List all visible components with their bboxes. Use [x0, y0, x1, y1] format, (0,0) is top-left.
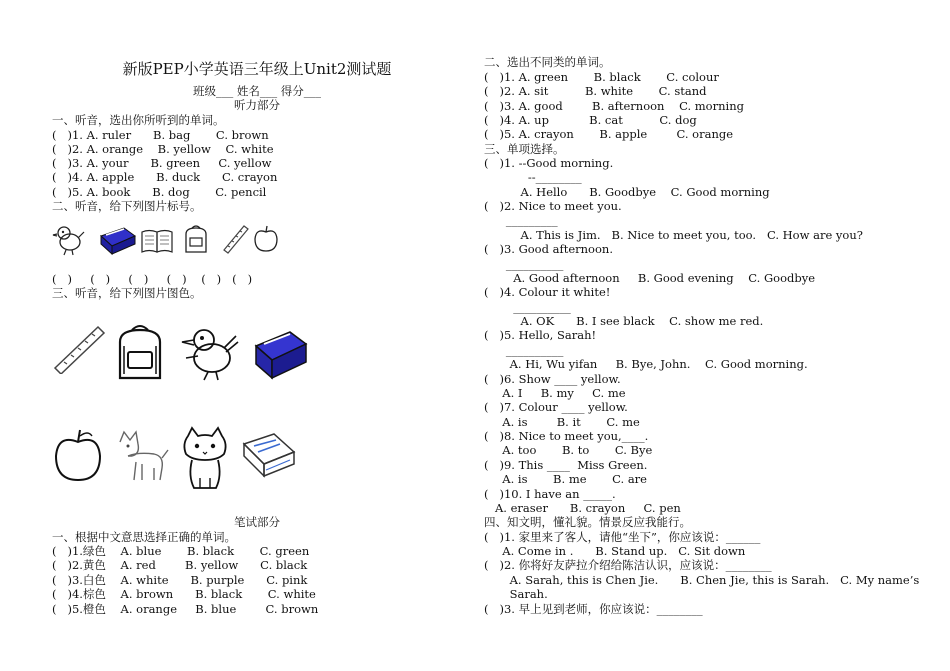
sec2-item-1: ( )1. A. green B. black C. colour	[484, 70, 719, 84]
sec2-item-4: ( )4. A. up B. cat C. dog	[484, 113, 697, 127]
pencil-box-icon	[252, 326, 310, 382]
bird-icon	[52, 222, 86, 256]
sec3-line: A. eraser B. crayon C. pen	[484, 501, 681, 515]
sec3-line: ( )3. Good afternoon.	[484, 242, 613, 256]
writing-sec1-item-4: ( )4.棕色 A. brown B. black C. white	[52, 587, 316, 601]
sec3-line: ( )10. I have an _____.	[484, 487, 616, 501]
listening-sec1-item-5: ( )5. A. book B. dog C. pencil	[52, 185, 267, 199]
sec3-line: ( )9. This ____ Miss Green.	[484, 458, 648, 472]
writing-sec1-item-2: ( )2.黄色 A. red B. yellow C. black	[52, 558, 308, 572]
sec4-line: ( )3. 早上见到老师，你应该说：________	[484, 602, 703, 616]
sec4-line: A. Come in . B. Stand up. C. Sit down	[484, 544, 746, 558]
sec3-line: A. I B. my C. me	[484, 386, 626, 400]
sec3-title: 三、单项选择。	[484, 142, 565, 156]
sec3-line: A. too B. to C. Bye	[484, 443, 653, 457]
sec3-line: A. OK B. I see black C. show me red.	[484, 314, 764, 328]
writing-sec1-title: 一、根据中文意思选择正确的单词。	[52, 530, 236, 544]
sec2-item-2: ( )2. A. sit B. white C. stand	[484, 84, 707, 98]
book-icon	[140, 226, 174, 254]
sec3-line: __________	[484, 257, 564, 271]
sec2-item-3: ( )3. A. good B. afternoon C. morning	[484, 99, 744, 113]
sec3-line: ( )7. Colour ____ yellow.	[484, 400, 628, 414]
sec3-line: A. This is Jim. B. Nice to meet you, too. C. How are you?	[484, 228, 863, 242]
sec3-line: ( )2. Nice to meet you.	[484, 199, 622, 213]
sec2-title: 二、选出不同类的单词。	[484, 55, 611, 69]
sec3-line: A. is B. it C. me	[484, 415, 640, 429]
bird-icon	[176, 322, 242, 382]
sec3-line: A. Good afternoon B. Good evening C. Goodbye	[484, 271, 816, 285]
bag-icon	[180, 224, 212, 256]
listening-sec1-item-3: ( )3. A. your B. green C. yellow	[52, 156, 272, 170]
sec3-line: --________	[484, 170, 582, 184]
pencil-box-icon	[98, 224, 138, 256]
listening-sec2-brackets: ( ) ( ) ( ) ( ) ( ) ( )	[52, 272, 253, 286]
listening-sec2-title: 二、听音，给下列图片标号。	[52, 199, 202, 213]
ruler-icon	[220, 222, 250, 254]
sec3-line: ( )1. --Good morning.	[484, 156, 614, 170]
sec3-line: A. is B. me C. are	[484, 472, 647, 486]
sec3-line: A. Hi, Wu yifan B. Bye, John. C. Good morning.	[484, 357, 808, 371]
sec4-title: 四、知文明，懂礼貌。情景反应我能行。	[484, 515, 691, 529]
page-title: 新版PEP小学英语三年级上Unit2测试题	[122, 60, 392, 78]
sec4-line: ( )1. 家里来了客人，请他“坐下”，你应该说：______	[484, 530, 761, 544]
sec4-line: A. Sarah, this is Chen Jie. B. Chen Jie, this is Sarah. C. My name’s	[484, 573, 920, 587]
student-info-line: 班级___ 姓名___ 得分___	[192, 84, 322, 98]
sec3-line: _________	[484, 213, 558, 227]
sec3-line: ( )6. Show ____ yellow.	[484, 372, 621, 386]
sec3-line: ( )5. Hello, Sarah!	[484, 328, 597, 342]
writing-sec1-item-3: ( )3.白色 A. white B. purple C. pink	[52, 573, 308, 587]
listening-sec3-title: 三、听音，给下列图片图色。	[52, 286, 202, 300]
listening-part-heading: 听力部分	[234, 98, 280, 112]
apple-icon	[52, 428, 104, 484]
sec2-item-5: ( )5. A. crayon B. apple C. orange	[484, 127, 734, 141]
bag-icon	[112, 324, 168, 382]
listening-sec1-item-2: ( )2. A. orange B. yellow C. white	[52, 142, 274, 156]
sec3-line: A. Hello B. Goodbye C. Good morning	[484, 185, 770, 199]
listening-sec1-item-4: ( )4. A. apple B. duck C. crayon	[52, 170, 278, 184]
dog-icon	[110, 428, 170, 484]
apple-icon	[252, 224, 280, 254]
sec3-line: ( )4. Colour it white!	[484, 285, 611, 299]
pencil-box-icon	[240, 430, 298, 484]
ruler-icon	[52, 324, 106, 374]
sec3-line: __________	[484, 300, 571, 314]
writing-sec1-item-5: ( )5.橙色 A. orange B. blue C. brown	[52, 602, 319, 616]
listening-sec1-title: 一、听音，选出你所听到的单词。	[52, 113, 225, 127]
listening-sec1-item-1: ( )1. A. ruler B. bag C. brown	[52, 128, 269, 142]
cat-icon	[178, 426, 232, 492]
sec3-line: __________	[484, 343, 564, 357]
sec4-line: ( )2. 你将好友萨拉介绍给陈洁认识，应该说：________	[484, 558, 772, 572]
sec4-line: Sarah.	[484, 587, 548, 601]
writing-sec1-item-1: ( )1.绿色 A. blue B. black C. green	[52, 544, 310, 558]
sec3-line: ( )8. Nice to meet you,____.	[484, 429, 649, 443]
writing-part-heading: 笔试部分	[234, 515, 280, 529]
